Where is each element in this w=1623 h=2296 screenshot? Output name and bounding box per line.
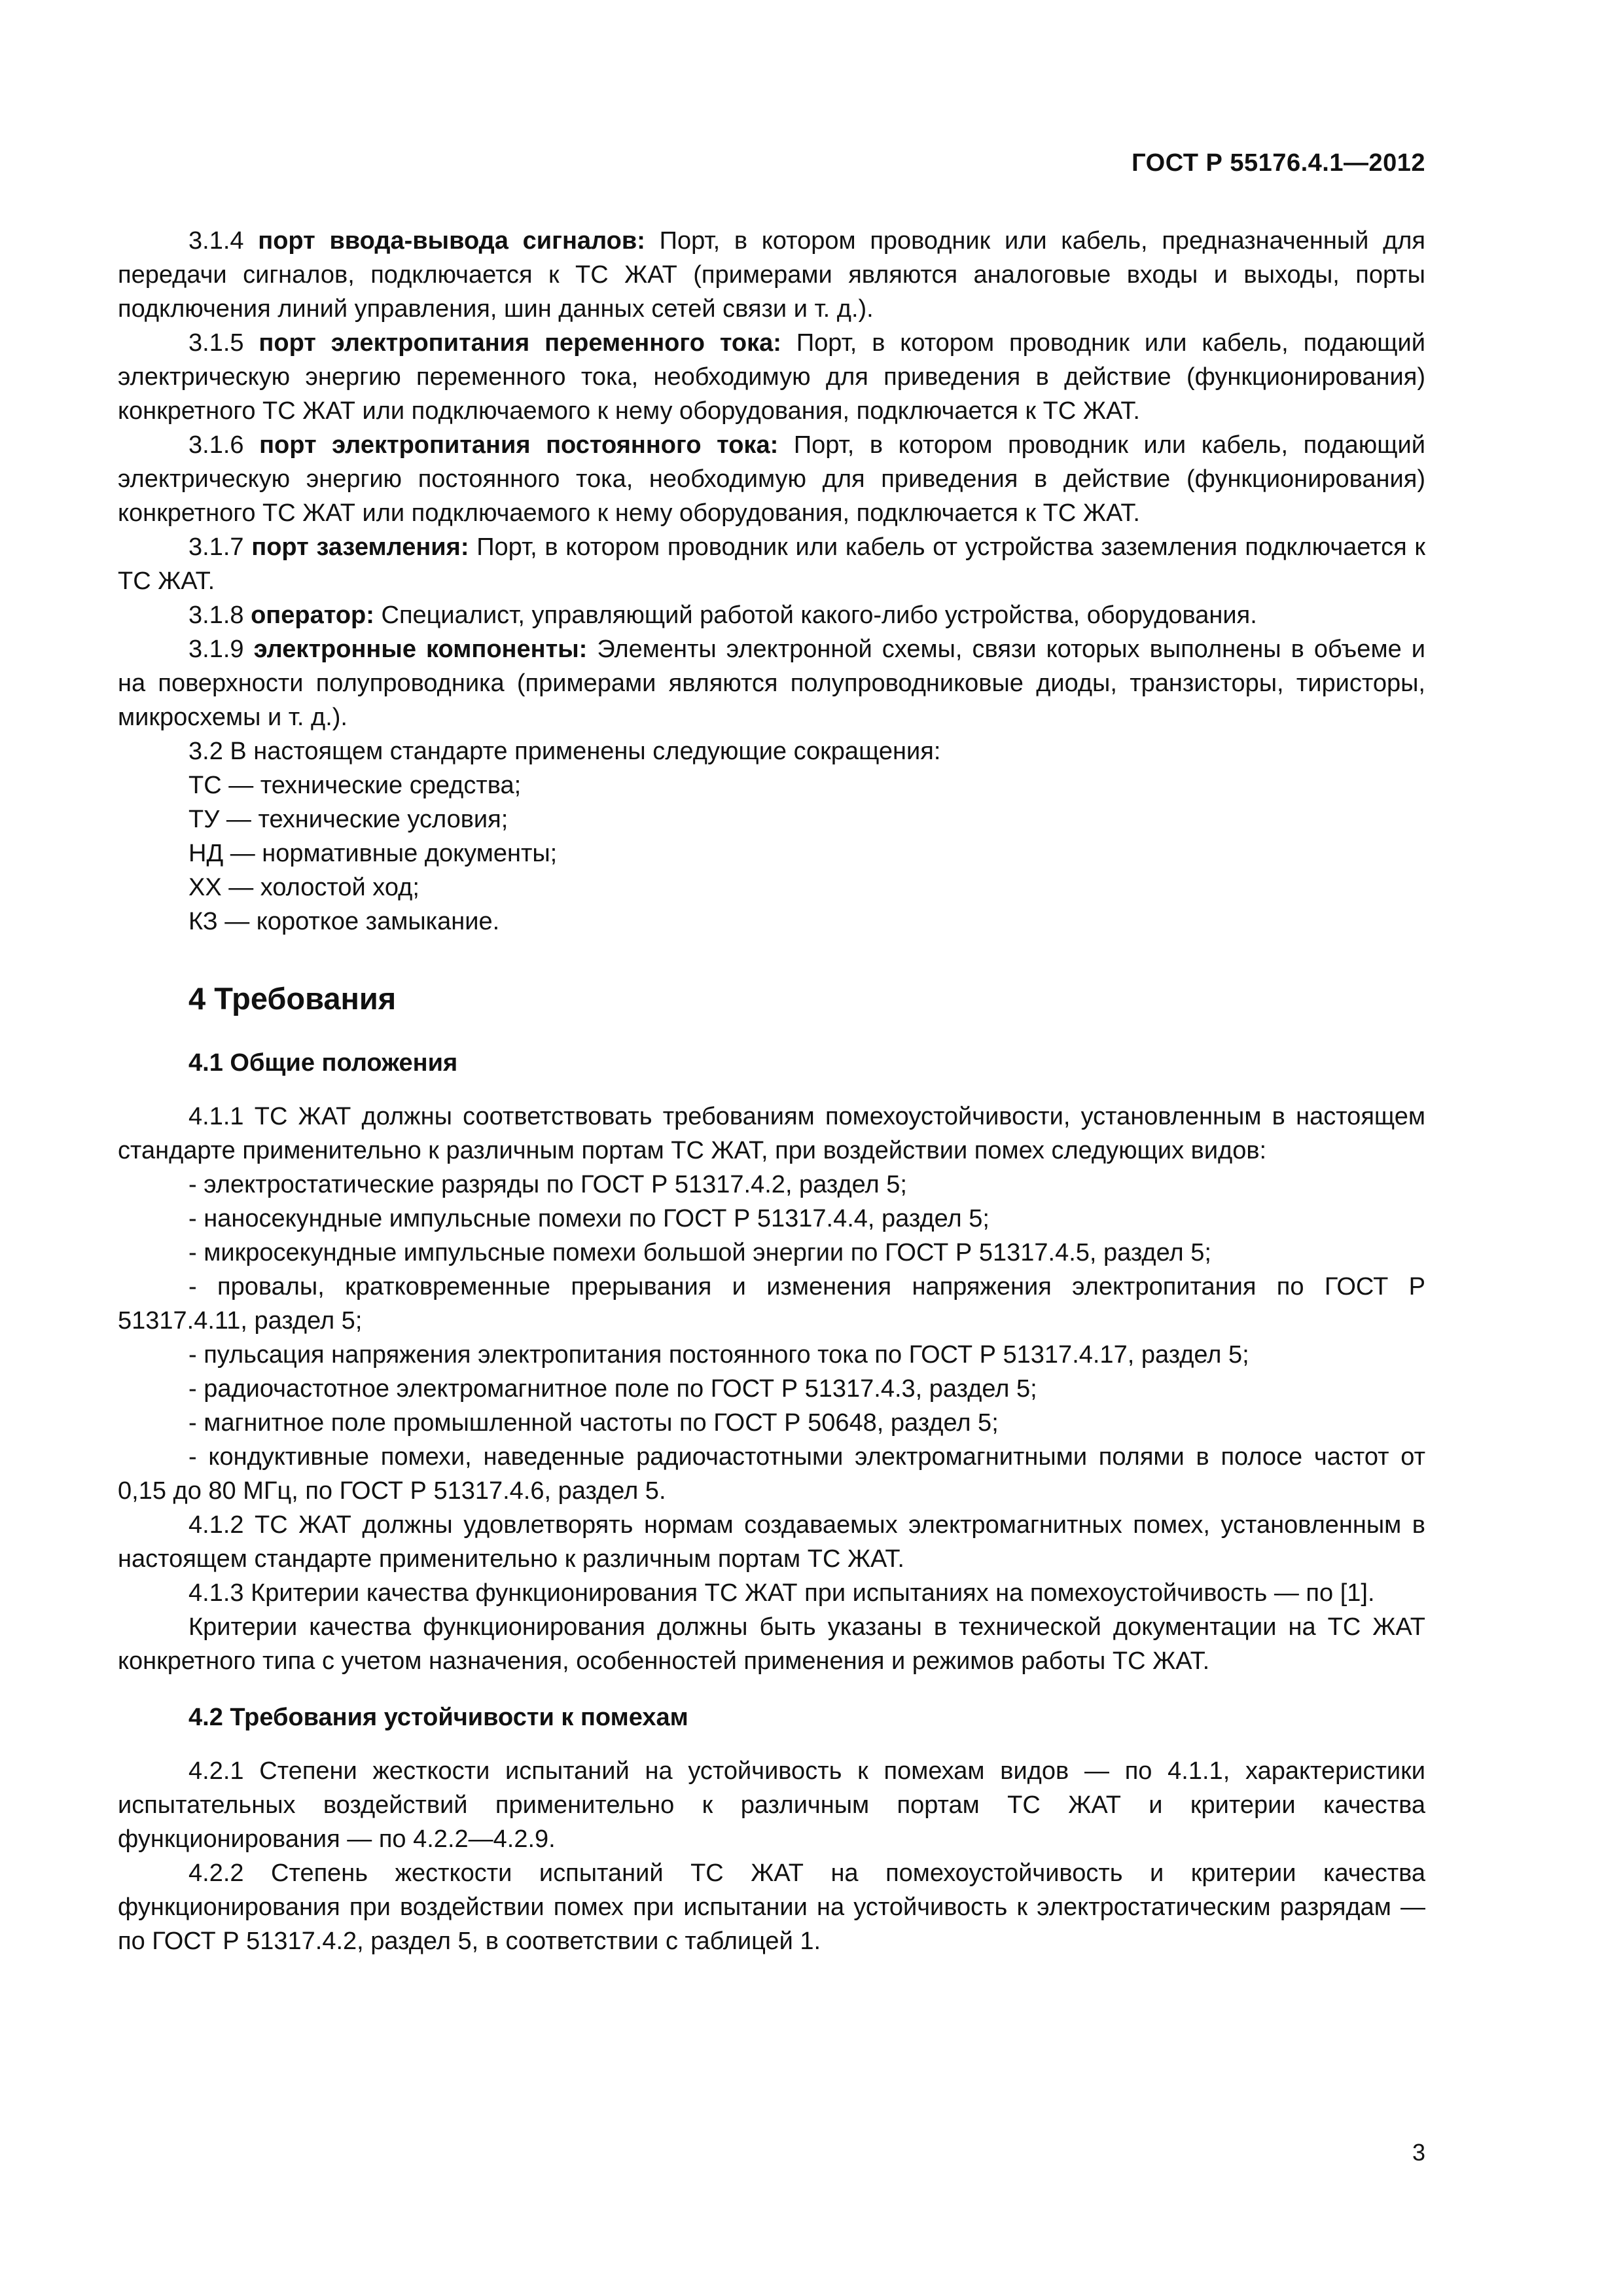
term: оператор: (251, 601, 374, 629)
abbreviation-item: ТС — технические средства; (188, 772, 522, 799)
list-item: - провалы, кратковременные прерывания и изменения напряжения электропитания по ГОСТ Р 51317.4.11, раздел 5; (118, 1273, 1425, 1335)
paragraph-3-1-6 (118, 428, 1425, 530)
definition: Порт, в котором проводник или кабель от устройства заземления подключается к ТС ЖАТ. (118, 533, 1426, 595)
clause-number: 3.1.6 (188, 431, 244, 459)
definition: Порт, в котором проводник или кабель, подающий электрическую энергию переменного тока, необходимую для приведения в действие (функционирования) конкретного ТС ЖАТ или подключаемого к нему оборудования, подключается к ТС ЖАТ. (118, 329, 1425, 425)
definition: Элементы электронной схемы, связи которых выполнены в объеме и на поверхности полупроводника (примерами являются полупроводниковые диоды, транзисторы, тиристоры, микросхемы и т. д.). (118, 636, 1426, 731)
section-4-2-heading: 4.2 Требования устойчивости к помехам (188, 1704, 688, 1731)
list-item: - наносекундные импульсные помехи по ГОСТ Р 51317.4.4, раздел 5; (188, 1205, 990, 1232)
document-code-header: ГОСТ Р 55176.4.1—2012 (1132, 149, 1425, 177)
abbreviation-item: КЗ — короткое замыкание. (188, 908, 500, 935)
paragraph-4-1-3-continuation: Критерии качества функционирования должны быть указаны в технической документации на ТС ЖАТ конкретного типа с учетом назначения, особенностей применения и режимов работы ТС ЖАТ. (118, 1613, 1425, 1675)
term: электронные компоненты: (253, 636, 588, 663)
clause-number: 3.1.7 (188, 533, 244, 561)
abbreviation-item: НД — нормативные документы; (188, 840, 558, 867)
page-number: 3 (1412, 2139, 1425, 2166)
list-item: - пульсация напряжения электропитания постоянного тока по ГОСТ Р 51317.4.17, раздел 5; (188, 1341, 1249, 1369)
paragraph-4-2-1: 4.2.1 Степени жесткости испытаний на устойчивость к помехам видов — по 4.1.1, характеристики испытательных воздействий применительно к различным портам ТС ЖАТ и критерии качества функционирования — по 4.2.2—4.2.9. (118, 1757, 1425, 1853)
definition: Порт, в котором проводник или кабель, предназначенный для передачи сигналов, подключается к ТС ЖАТ (примерами являются аналоговые входы и выходы, порты подключения линий управления, шин данных сетей связи и т. д.). (118, 227, 1425, 323)
abbreviation-item: ХХ — холостой ход; (188, 874, 419, 901)
term: порт ввода-вывода сигналов: (258, 227, 645, 255)
paragraph-4-1-1: 4.1.1 ТС ЖАТ должны соответствовать требованиям помехоустойчивости, установленным в настоящем стандарте применительно к различным портам ТС ЖАТ, при воздействии помех следующих видов: (118, 1103, 1425, 1164)
term: порт заземления: (251, 533, 469, 561)
term: порт электропитания постоянного тока: (259, 431, 779, 459)
paragraph-3-1-7 (118, 530, 1425, 598)
list-item: - радиочастотное электромагнитное поле по ГОСТ Р 51317.4.3, раздел 5; (188, 1375, 1037, 1403)
paragraph-3-1-8 (118, 598, 1425, 632)
paragraph-3-1-4 (118, 224, 1425, 326)
paragraph-3-1-9 (118, 632, 1425, 734)
list-item: - микросекундные импульсные помехи большой энергии по ГОСТ Р 51317.4.5, раздел 5; (188, 1239, 1211, 1266)
list-item: - магнитное поле промышленной частоты по ГОСТ Р 50648, раздел 5; (188, 1409, 999, 1437)
list-item: - электростатические разряды по ГОСТ Р 51317.4.2, раздел 5; (188, 1171, 907, 1198)
clause-number: 3.1.5 (188, 329, 244, 357)
definition: Порт, в котором проводник или кабель, подающий электрическую энергию постоянного тока, необходимую для приведения в действие (функционирования) конкретного ТС ЖАТ или подключаемого к нему оборудования, подключается к ТС ЖАТ. (118, 431, 1425, 527)
list-item: - кондуктивные помехи, наведенные радиочастотными электромагнитными полями в полосе частот от 0,15 до 80 МГц, по ГОСТ Р 51317.4.6, раздел 5. (118, 1443, 1425, 1505)
term: порт электропитания переменного тока: (259, 329, 781, 357)
abbreviation-item: ТУ — технические условия; (188, 806, 508, 833)
paragraph-4-1-2: 4.1.2 ТС ЖАТ должны удовлетворять нормам создаваемых электромагнитных помех, установленным в настоящем стандарте применительно к различным портам ТС ЖАТ. (118, 1511, 1425, 1573)
section-4-heading: 4 Требования (188, 981, 397, 1016)
paragraph-4-1-3: 4.1.3 Критерии качества функционирования ТС ЖАТ при испытаниях на помехоустойчивость — по [1]. (188, 1579, 1375, 1607)
clause-number: 3.1.9 (188, 636, 244, 663)
definition: Специалист, управляющий работой какого-либо устройства, оборудования. (381, 601, 1257, 629)
section-4-1-heading: 4.1 Общие положения (188, 1049, 458, 1077)
document-body (118, 224, 1425, 1958)
clause-number: 3.1.4 (188, 227, 244, 255)
paragraph-4-2-2: 4.2.2 Степень жесткости испытаний ТС ЖАТ на помехоустойчивость и критерии качества функционирования при воздействии помех при испытании на устойчивость к электростатическим разрядам — по ГОСТ Р 51317.4.2, раздел 5, в соответствии с таблицей 1. (118, 1859, 1425, 1955)
paragraph-3-2: 3.2 В настоящем стандарте применены следующие сокращения: (188, 738, 941, 765)
clause-number: 3.1.8 (188, 601, 244, 629)
paragraph-3-1-5 (118, 326, 1425, 428)
